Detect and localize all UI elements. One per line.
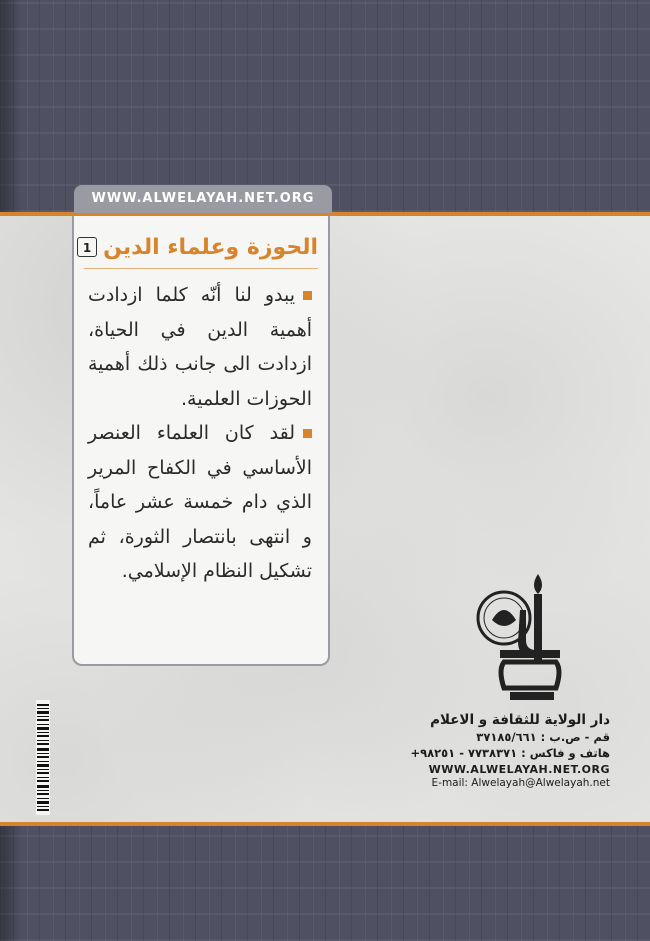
orange-divider-bottom bbox=[0, 822, 650, 826]
paragraph-1 bbox=[88, 278, 312, 416]
publisher-pobox: قم - ص.ب : ٣٧١٨٥/٦٦١ bbox=[476, 730, 610, 744]
publisher-logo bbox=[470, 570, 580, 705]
bullet-square-icon bbox=[303, 291, 312, 300]
text-panel bbox=[72, 216, 330, 666]
website-tab bbox=[74, 185, 332, 213]
publisher-name: دار الولاية للثقافة و الاعلام bbox=[430, 712, 610, 728]
panel-header bbox=[77, 232, 318, 262]
bottom-decorative-band bbox=[0, 826, 650, 941]
panel-number-badge: 1 bbox=[77, 237, 97, 257]
barcode-icon bbox=[36, 700, 50, 815]
website-tab-label: WWW.ALWELAYAH.NET.ORG bbox=[91, 191, 315, 206]
bullet-square-icon bbox=[303, 429, 312, 438]
panel-title: الحوزة وعلماء الدين bbox=[103, 234, 318, 260]
panel-body bbox=[88, 278, 312, 589]
publisher-website: WWW.ALWELAYAH.NET.ORG bbox=[428, 763, 610, 776]
publisher-info bbox=[410, 712, 610, 789]
paragraph-2-text: لقد كان العلماء العنصر الأساسي في الكفاح المرير الذي دام خمسة عشر عاماً، و انتهى بانتصار الثورة، ثم تشكيل النظام الإسلامي. bbox=[88, 422, 312, 582]
paragraph-1-text: يبدو لنا أنّه كلما ازدادت أهمية الدين في الحياة، ازدادت الى جانب ذلك أهمية الحوزات العلمية. bbox=[88, 284, 312, 410]
top-decorative-band bbox=[0, 0, 650, 212]
publisher-email: E-mail: Alwelayah@Alwelayah.net bbox=[431, 777, 610, 789]
panel-header-divider bbox=[84, 268, 318, 269]
publisher-phone: هاتف و فاكس : ٧٧٣٨٣٧١ - ٩٨٢٥١+ bbox=[410, 746, 610, 760]
paragraph-2 bbox=[88, 416, 312, 589]
